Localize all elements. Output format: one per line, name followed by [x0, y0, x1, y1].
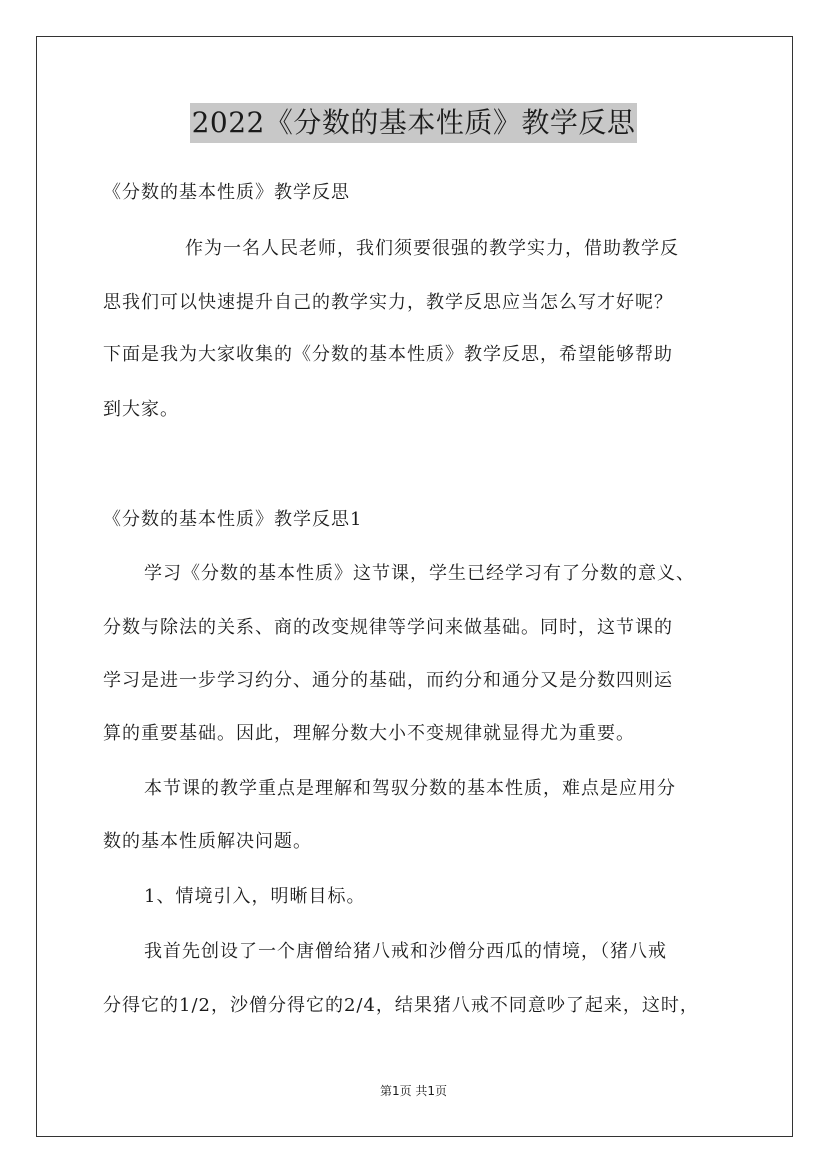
body-paragraph-line: 本节课的教学重点是理解和驾驭分数的基本性质，难点是应用分: [144, 778, 676, 799]
intro-paragraph-line: 思我们可以快速提升自己的教学实力，教学反思应当怎么写才好呢？: [103, 292, 673, 313]
body-paragraph-line: 数的基本性质解决问题。: [103, 831, 312, 852]
body-paragraph-line: 学习是进一步学习约分、通分的基础，而约分和通分又是分数四则运: [103, 670, 673, 691]
intro-paragraph-line: 到大家。: [103, 399, 179, 420]
body-paragraph-line: 算的重要基础。因此，理解分数大小不变规律就显得尤为重要。: [103, 723, 635, 744]
body-paragraph-line: 1、情境引入，明晰目标。: [144, 886, 366, 907]
page-footer: 第1页 共1页: [379, 1084, 448, 1098]
body-paragraph-line: 分数与除法的关系、商的改变规律等学问来做基础。同时，这节课的: [103, 617, 673, 638]
document-subtitle: 《分数的基本性质》教学反思: [103, 182, 350, 203]
body-paragraph-line: 分得它的1/2，沙僧分得它的2/4，结果猪八戒不同意吵了起来，这时，: [103, 995, 699, 1016]
body-paragraph-line: 学习《分数的基本性质》这节课，学生已经学习有了分数的意义、: [144, 563, 695, 584]
body-paragraph-line: 我首先创设了一个唐僧给猪八戒和沙僧分西瓜的情境，（猪八戒: [144, 941, 667, 962]
section-heading: 《分数的基本性质》教学反思1: [103, 509, 363, 530]
intro-paragraph-line: 作为一名人民老师，我们须要很强的教学实力，借助教学反: [185, 238, 679, 259]
document-title: 2022《分数的基本性质》教学反思: [190, 103, 638, 143]
intro-paragraph-line: 下面是我为大家收集的《分数的基本性质》教学反思，希望能够帮助: [103, 344, 673, 365]
title-container: [0, 103, 827, 143]
